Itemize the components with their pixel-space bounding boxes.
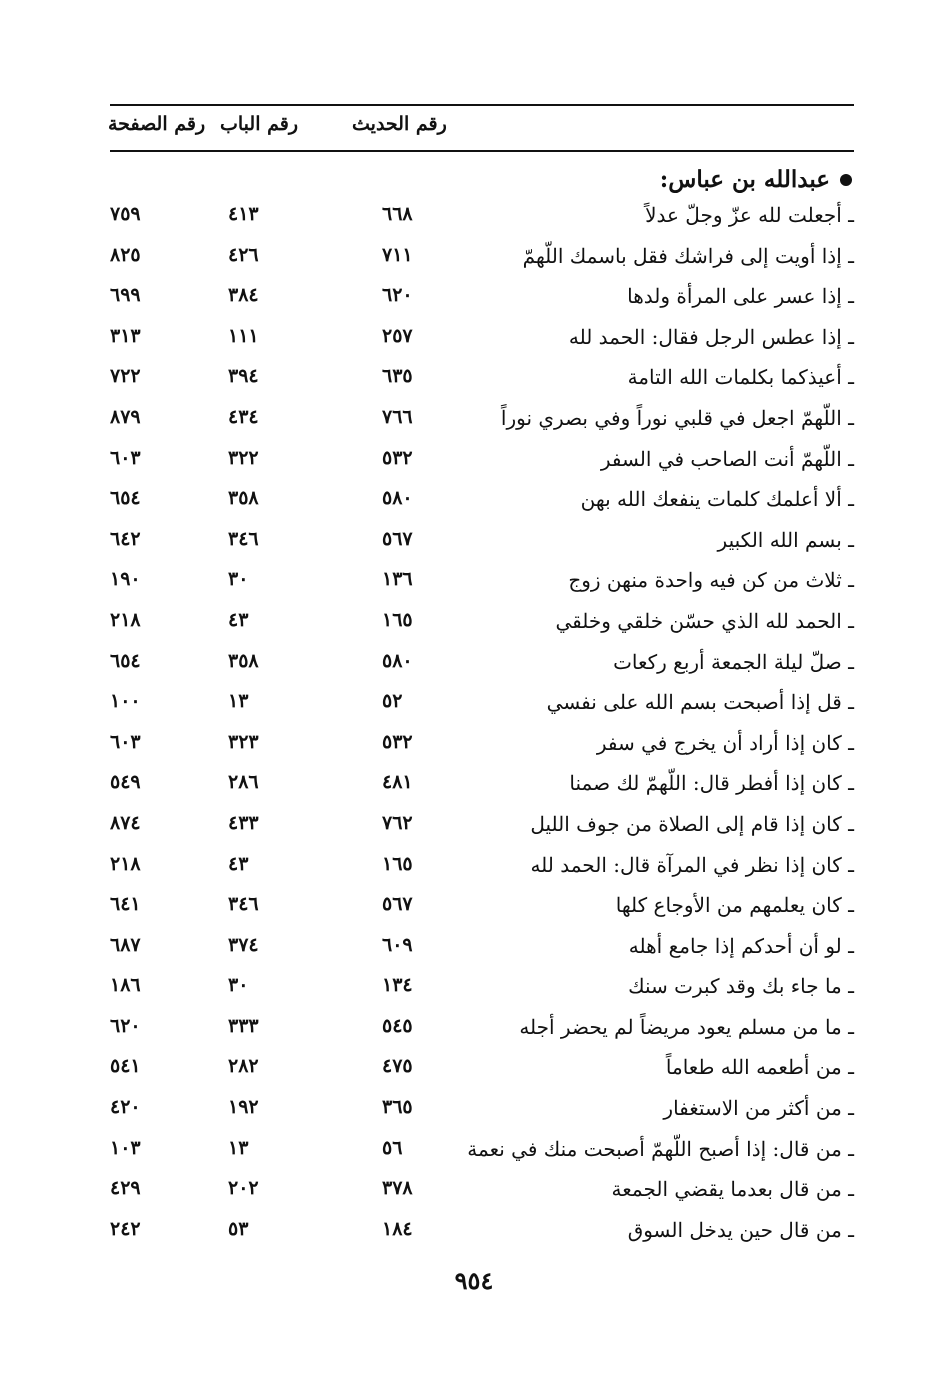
chapter-number: ٣٠ [228,974,249,997]
hadith-number: ٧٦٦ [382,405,413,428]
hadith-number: ٥٣٢ [382,730,413,753]
page-ref-number: ٢٤٢ [110,1217,141,1240]
list-item [0,1171,948,1212]
entry-text: ـ كان إذا أفطر قال: اللّهمّ لك صمنا [569,771,854,796]
page-ref-number: ٤٢٠ [110,1096,141,1119]
page-ref-number: ٦٨٧ [110,933,141,956]
bullet-icon [840,174,852,186]
chapter-number: ٢٨٦ [228,771,259,794]
entry-text: ـ ثلاث من كن فيه واحدة منهن زوج [568,568,854,593]
page-ref-number: ٥٤٩ [110,771,141,794]
chapter-number: ٣٥٨ [228,487,259,510]
hadith-number: ٤٨١ [382,771,413,794]
page-ref-number: ٦٤٢ [110,527,141,550]
header-page-number: رقم الصفحة [108,113,206,135]
chapter-number: ٣٥٨ [228,649,259,672]
list-item [0,928,948,969]
hadith-number: ٥٦٧ [382,893,413,916]
entry-text: ـ كان يعلمهم من الأوجاع كلها [615,893,854,918]
page-ref-number: ٦٥٤ [110,487,141,510]
entry-text: ـ إذا أويت إلى فراشك فقل باسمك اللّهمّ [522,243,854,268]
chapter-number: ٣٣٣ [228,1014,259,1037]
entry-text: ـ إذا عسر على المرأة ولدها [627,284,854,309]
section-heading [660,166,852,193]
hadith-number: ٦٦٨ [382,203,413,225]
chapter-number: ٣٩٤ [228,365,259,388]
page-ref-number: ٧٥٩ [110,203,141,225]
entry-text: ـ ألا أعلمك كلمات ينفعك الله بهن [580,487,854,512]
page-ref-number: ١٨٦ [110,974,141,997]
page-ref-number: ٨٧٩ [110,405,141,428]
hadith-number: ١٦٥ [382,608,413,631]
hadith-number: ٦٠٩ [382,933,413,956]
hadith-number: ٥٦٧ [382,527,413,550]
list-item [0,847,948,888]
entry-text: ـ بسم الله الكبير [717,527,854,552]
hadith-number: ٥٨٠ [382,487,413,510]
entry-text: ـ من أطعمه الله طعاماً [665,1055,854,1080]
header-top-rule [110,104,854,106]
chapter-number: ٥٣ [228,1217,249,1240]
list-item [0,319,948,360]
page-ref-number: ٦٩٩ [110,284,141,307]
page-number: ٩٥٤ [454,1266,494,1295]
page-ref-number: ٢١٨ [110,852,141,875]
hadith-number: ٥٣٢ [382,446,413,469]
page-ref-number: ١٠٠ [110,690,141,713]
chapter-number: ١٣ [228,690,249,713]
section-title: عبدالله بن عباس: [659,166,830,193]
list-item [0,1090,948,1131]
page-ref-number: ١٠٣ [110,1136,141,1159]
hadith-number: ٢٥٧ [382,324,413,347]
chapter-number: ٣٤٦ [228,893,259,916]
list-item [0,238,948,279]
entry-text: ـ من أكثر من الاستغفار [663,1096,854,1121]
page-ref-number: ٦٢٠ [110,1014,141,1037]
chapter-number: ٤٣ [228,852,249,875]
entry-text: ـ أعيذكما بكلمات الله التامة [627,365,854,390]
header-chapter-number: رقم الباب [220,113,298,135]
list-item [0,603,948,644]
hadith-number: ٥٢ [382,690,403,713]
hadith-number: ١٣٤ [382,974,413,997]
list-item [0,359,948,400]
page-ref-number: ٦٠٣ [110,730,141,753]
entry-text: ـ الحمد لله الذي حسّن خلقي وخلقي [555,608,854,633]
chapter-number: ٤٣٣ [228,811,259,834]
chapter-number: ٤٣٤ [228,405,259,428]
chapter-number: ٣٢٢ [228,446,259,469]
entry-text: ـ ما جاء بك وقد كبرت سنك [628,974,854,999]
chapter-number: ٣٨٤ [228,284,259,307]
list-item [0,441,948,482]
entry-text: ـ من قال: إذا أصبح اللّهمّ أصبحت منك في نعمة [467,1136,854,1161]
list-item [0,725,948,766]
list-item [0,1049,948,1090]
entry-text: ـ كان إذا نظر في المرآة قال: الحمد لله [530,852,854,877]
page-ref-number: ٣١٣ [110,324,141,347]
entry-text: ـ اللّهمّ أنت الصاحب في السفر [600,446,854,471]
hadith-number: ٧١١ [382,243,413,266]
entry-text: ـ كان إذا قام إلى الصلاة من جوف الليل [530,811,854,836]
page-ref-number: ٨٢٥ [110,243,141,266]
page-ref-number: ٧٢٢ [110,365,141,388]
hadith-number: ٧٦٢ [382,811,413,834]
hadith-number: ٥٤٥ [382,1014,413,1037]
list-item [0,968,948,1009]
entry-text: ـ اللّهمّ اجعل في قلبي نوراً وفي بصري نوراً [500,405,854,430]
list-item [0,278,948,319]
page-ref-number: ٤٢٩ [110,1177,141,1200]
list-item [0,684,948,725]
list-item [0,562,948,603]
hadith-number: ٦٢٠ [382,284,413,307]
list-item [0,644,948,685]
page-ref-number: ٦٤١ [110,893,141,916]
list-item [0,1009,948,1050]
page-ref-number: ٢١٨ [110,608,141,631]
hadith-number: ١٨٤ [382,1217,413,1240]
header-hadith-number: رقم الحديث [352,113,447,135]
entry-text: ـ قل إذا أصبحت بسم الله على نفسي [546,690,854,715]
hadith-number: ٥٦ [382,1136,403,1159]
page-ref-number: ٥٤١ [110,1055,141,1078]
entry-text: ـ كان إذا أراد أن يخرج في سفر [596,730,854,755]
hadith-number: ١٣٦ [382,568,413,591]
list-item [0,806,948,847]
entry-text: ـ لو أن أحدكم إذا جامع أهله [628,933,854,958]
chapter-number: ٣٠ [228,568,249,591]
entry-text: ـ أجعلت لله عزّ وجلّ عدلاً [645,203,854,227]
chapter-number: ٤١٣ [228,203,259,225]
chapter-number: ٤٣ [228,608,249,631]
hadith-number: ١٦٥ [382,852,413,875]
hadith-number: ٦٣٥ [382,365,413,388]
index-list [0,197,948,1252]
page-ref-number: ١٩٠ [110,568,141,591]
hadith-number: ٤٧٥ [382,1055,413,1078]
entry-text: ـ صلّ ليلة الجمعة أربع ركعات [613,649,854,674]
chapter-number: ٢٨٢ [228,1055,259,1078]
list-item [0,887,948,928]
hadith-number: ٣٧٨ [382,1177,413,1200]
header-bottom-rule [110,150,854,152]
entry-text: ـ إذا عطس الرجل فقال: الحمد لله [568,324,854,349]
list-item [0,522,948,563]
list-item [0,197,948,238]
list-item [0,1131,948,1172]
page-ref-number: ٦٠٣ [110,446,141,469]
page-ref-number: ٦٥٤ [110,649,141,672]
chapter-number: ١٩٢ [228,1096,259,1119]
hadith-number: ٣٦٥ [382,1096,413,1119]
chapter-number: ٢٠٢ [228,1177,259,1200]
hadith-number: ٥٨٠ [382,649,413,672]
chapter-number: ٣٢٣ [228,730,259,753]
chapter-number: ٣٤٦ [228,527,259,550]
entry-text: ـ من قال بعدما يقضي الجمعة [611,1177,854,1202]
list-item [0,481,948,522]
page-ref-number: ٨٧٤ [110,811,141,834]
chapter-number: ٤٢٦ [228,243,259,266]
list-item [0,1212,948,1253]
list-item [0,765,948,806]
entry-text: ـ ما من مسلم يعود مريضاً لم يحضر أجله [519,1014,854,1039]
chapter-number: ١١١ [228,324,259,347]
chapter-number: ١٣ [228,1136,249,1159]
chapter-number: ٣٧٤ [228,933,259,956]
entry-text: ـ من قال حين يدخل السوق [627,1217,854,1242]
list-item [0,400,948,441]
